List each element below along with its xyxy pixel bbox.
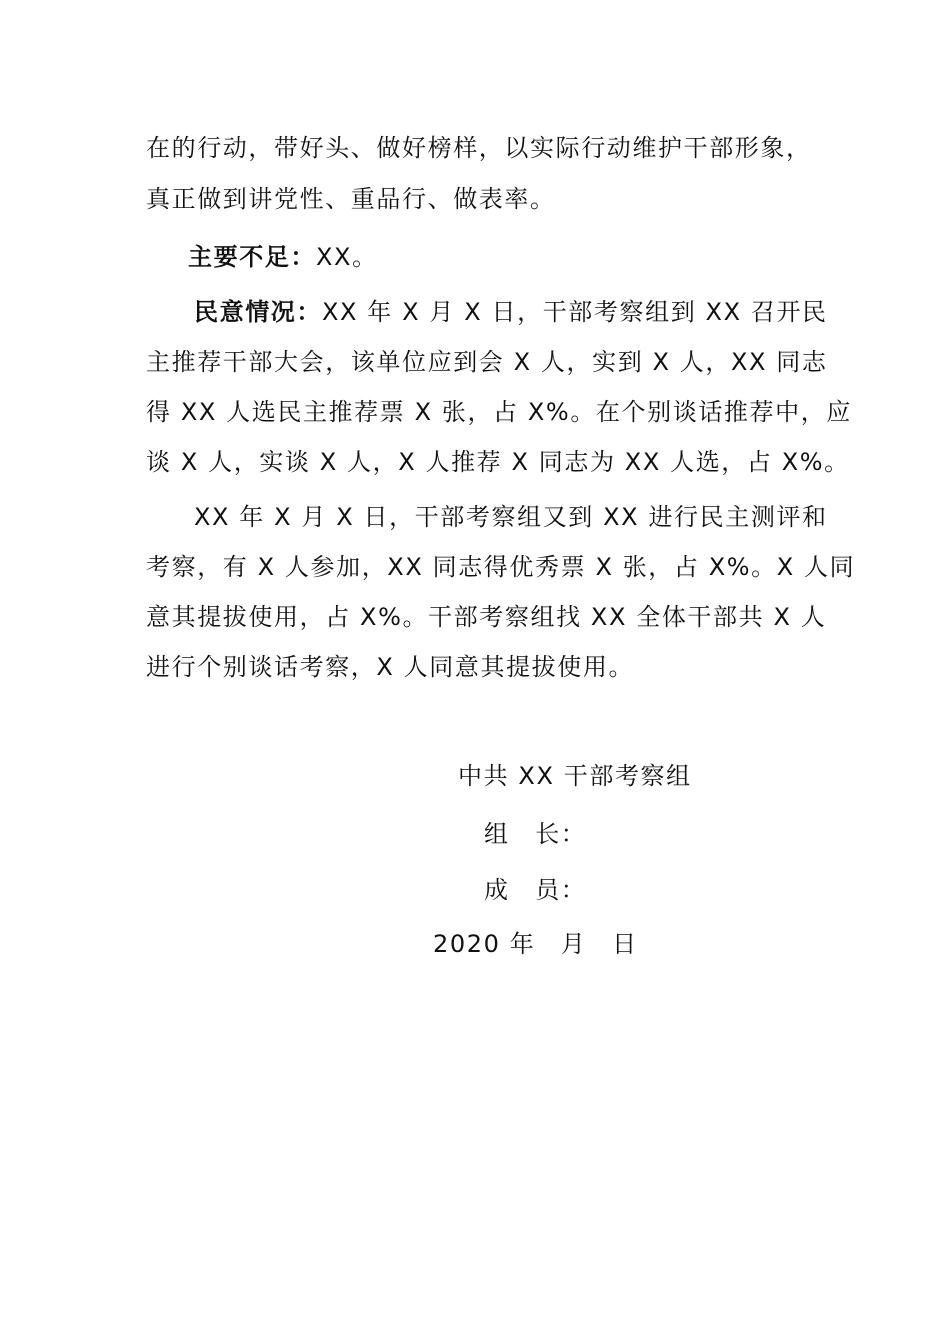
shortcoming-paragraph bbox=[188, 240, 788, 274]
paragraph-line: 谈 X 人，实谈 X 人，X 人推荐 X 同志为 XX 人选，占 X%。 bbox=[146, 448, 850, 476]
paragraph-line: 进行个别谈话考察，X 人同意其提拔使用。 bbox=[146, 653, 635, 681]
shortcoming-text: XX。 bbox=[316, 243, 378, 271]
paragraph-line: 主推荐干部大会，该单位应到会 X 人，实到 X 人，XX 同志 bbox=[146, 348, 828, 376]
paragraph-line: 真正做到讲党性、重品行、做表率。 bbox=[146, 185, 556, 213]
signature-member: 成 员： bbox=[484, 876, 587, 904]
signature-date: 2020 年 月 日 bbox=[433, 930, 638, 958]
paragraph-line: XX 年 X 月 X 日，干部考察组又到 XX 进行民主测评和 bbox=[194, 503, 828, 531]
signature-leader: 组 长： bbox=[484, 820, 587, 848]
paragraph-line: 得 XX 人选民主推荐票 X 张，占 X%。在个别谈话推荐中，应 bbox=[146, 398, 852, 426]
paragraph-line: 意其提拔使用，占 X%。干部考察组找 XX 全体干部共 X 人 bbox=[146, 603, 827, 631]
opinion-label: 民意情况： bbox=[194, 298, 322, 326]
signature-org: 中共 XX 干部考察组 bbox=[458, 762, 692, 790]
paragraph-line: 考察，有 X 人参加，XX 同志得优秀票 X 张，占 X%。X 人同 bbox=[146, 553, 856, 581]
opinion-paragraph-first-line bbox=[194, 295, 828, 329]
opinion-text: XX 年 X 月 X 日，干部考察组到 XX 召开民 bbox=[322, 298, 828, 326]
paragraph-line: 在的行动，带好头、做好榜样，以实际行动维护干部形象， bbox=[146, 134, 812, 162]
shortcoming-label: 主要不足： bbox=[188, 243, 316, 271]
